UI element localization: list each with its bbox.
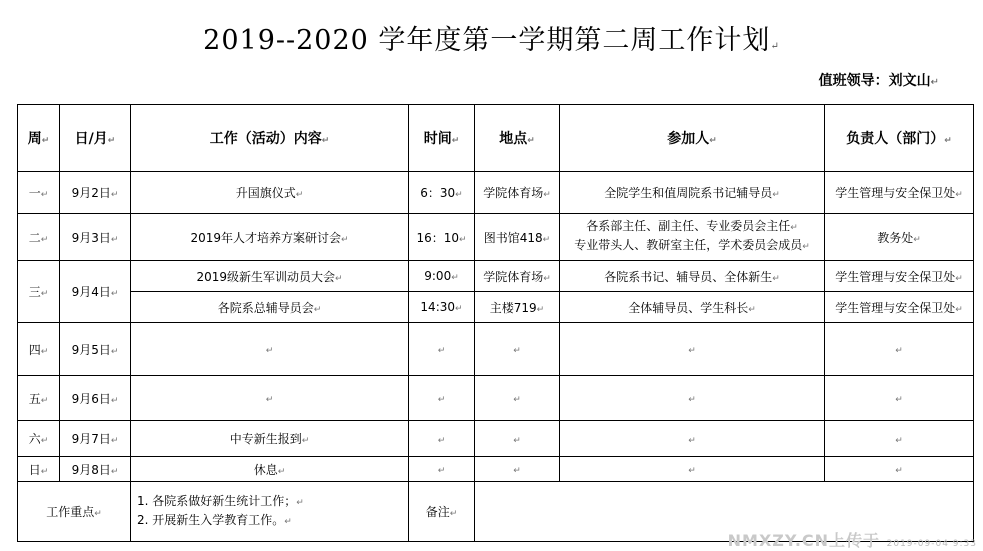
cell-time: ↵ — [409, 323, 475, 376]
cell-owner: 学生管理与安全保卫处↵ — [825, 292, 974, 323]
cell-owner: ↵ — [825, 376, 974, 421]
cell-content: ↵ — [131, 376, 409, 421]
cell-place: ↵ — [475, 457, 560, 482]
cell-content: 中专新生报到↵ — [131, 421, 409, 457]
schedule-table — [17, 104, 974, 542]
upload-watermark — [728, 528, 977, 551]
header-week: 周↵ — [18, 105, 60, 172]
cell-content: 2019年人才培养方案研讨会↵ — [131, 214, 409, 261]
cell-week: 日↵ — [18, 457, 60, 482]
header-owner: 负责人（部门）↵ — [825, 105, 974, 172]
cell-content: 休息↵ — [131, 457, 409, 482]
cell-participants: 各院系书记、辅导员、全体新生↵ — [560, 261, 825, 292]
remark-label: 备注↵ — [409, 482, 475, 542]
cell-owner: 学生管理与安全保卫处↵ — [825, 261, 974, 292]
key-work-label: 工作重点↵ — [18, 482, 131, 542]
cell-place: ↵ — [475, 421, 560, 457]
cell-date: 9月7日↵ — [60, 421, 131, 457]
duty-leader-text: 值班领导：刘文山 — [818, 73, 931, 89]
cell-time: ↵ — [409, 421, 475, 457]
cell-time: 16：10↵ — [409, 214, 475, 261]
cell-time: 14:30↵ — [409, 292, 475, 323]
cell-place: 学院体育场↵ — [475, 261, 560, 292]
cell-date: 9月2日↵ — [60, 172, 131, 214]
key-work-list — [131, 482, 409, 542]
cell-participants: 全院学生和值周院系书记辅导员↵ — [560, 172, 825, 214]
cell-place: 学院体育场↵ — [475, 172, 560, 214]
cell-content: 2019级新生军训动员大会↵ — [131, 261, 409, 292]
header-content: 工作（活动）内容↵ — [131, 105, 409, 172]
cell-owner: 教务处↵ — [825, 214, 974, 261]
cell-participants: ↵ — [560, 421, 825, 457]
paragraph-mark-icon: ↵ — [770, 41, 780, 52]
table-row — [18, 214, 974, 261]
header-date: 日/月↵ — [60, 105, 131, 172]
paragraph-mark-icon: ↵ — [930, 77, 939, 88]
page-title — [0, 18, 983, 57]
cell-content: ↵ — [131, 323, 409, 376]
cell-participants: 全体辅导员、学生科长↵ — [560, 292, 825, 323]
cell-time: ↵ — [409, 376, 475, 421]
cell-content: 升国旗仪式↵ — [131, 172, 409, 214]
page-title-text: 2019--2020 学年度第一学期第二周工作计划 — [203, 25, 771, 56]
table-row — [18, 457, 974, 482]
cell-place: 主楼719↵ — [475, 292, 560, 323]
table-row — [18, 172, 974, 214]
cell-place: ↵ — [475, 323, 560, 376]
cell-week: 三↵ — [18, 261, 60, 323]
table-row — [18, 261, 974, 292]
table-row — [18, 323, 974, 376]
list-item: 2. 开展新生入学教育工作。↵ — [137, 512, 292, 527]
header-place: 地点↵ — [475, 105, 560, 172]
watermark-text: 上传于 — [829, 531, 881, 550]
cell-time: 6：30↵ — [409, 172, 475, 214]
header-time: 时间↵ — [409, 105, 475, 172]
cell-time: ↵ — [409, 457, 475, 482]
table-row — [18, 292, 974, 323]
table-row — [18, 376, 974, 421]
duty-leader — [819, 70, 939, 90]
cell-date: 9月6日↵ — [60, 376, 131, 421]
cell-week: 六↵ — [18, 421, 60, 457]
cell-week: 二↵ — [18, 214, 60, 261]
cell-place: ↵ — [475, 376, 560, 421]
cell-week: 五↵ — [18, 376, 60, 421]
header-participants: 参加人↵ — [560, 105, 825, 172]
cell-content: 各院系总辅导员会↵ — [131, 292, 409, 323]
cell-owner: ↵ — [825, 457, 974, 482]
cell-participants: 各系部主任、副主任、专业委员会主任↵ 专业带头人、教研室主任，学术委员会成员↵ — [560, 214, 825, 261]
cell-participants: ↵ — [560, 376, 825, 421]
cell-week: 四↵ — [18, 323, 60, 376]
cell-owner: ↵ — [825, 323, 974, 376]
cell-participants: ↵ — [560, 457, 825, 482]
table-row — [18, 421, 974, 457]
cell-date: 9月8日↵ — [60, 457, 131, 482]
cell-date: 9月5日↵ — [60, 323, 131, 376]
watermark-site: NMXZY.CN — [727, 531, 830, 550]
watermark-timestamp: 2019-09-04 9:33 — [886, 539, 977, 549]
cell-participants: ↵ — [560, 323, 825, 376]
cell-time: 9:00↵ — [409, 261, 475, 292]
cell-date: 9月4日↵ — [60, 261, 131, 323]
cell-owner: 学生管理与安全保卫处↵ — [825, 172, 974, 214]
cell-owner: ↵ — [825, 421, 974, 457]
list-item: 1. 各院系做好新生统计工作；↵ — [137, 493, 304, 508]
cell-date: 9月3日↵ — [60, 214, 131, 261]
cell-place: 图书馆418↵ — [475, 214, 560, 261]
cell-week: 一↵ — [18, 172, 60, 214]
header-row — [18, 105, 974, 172]
